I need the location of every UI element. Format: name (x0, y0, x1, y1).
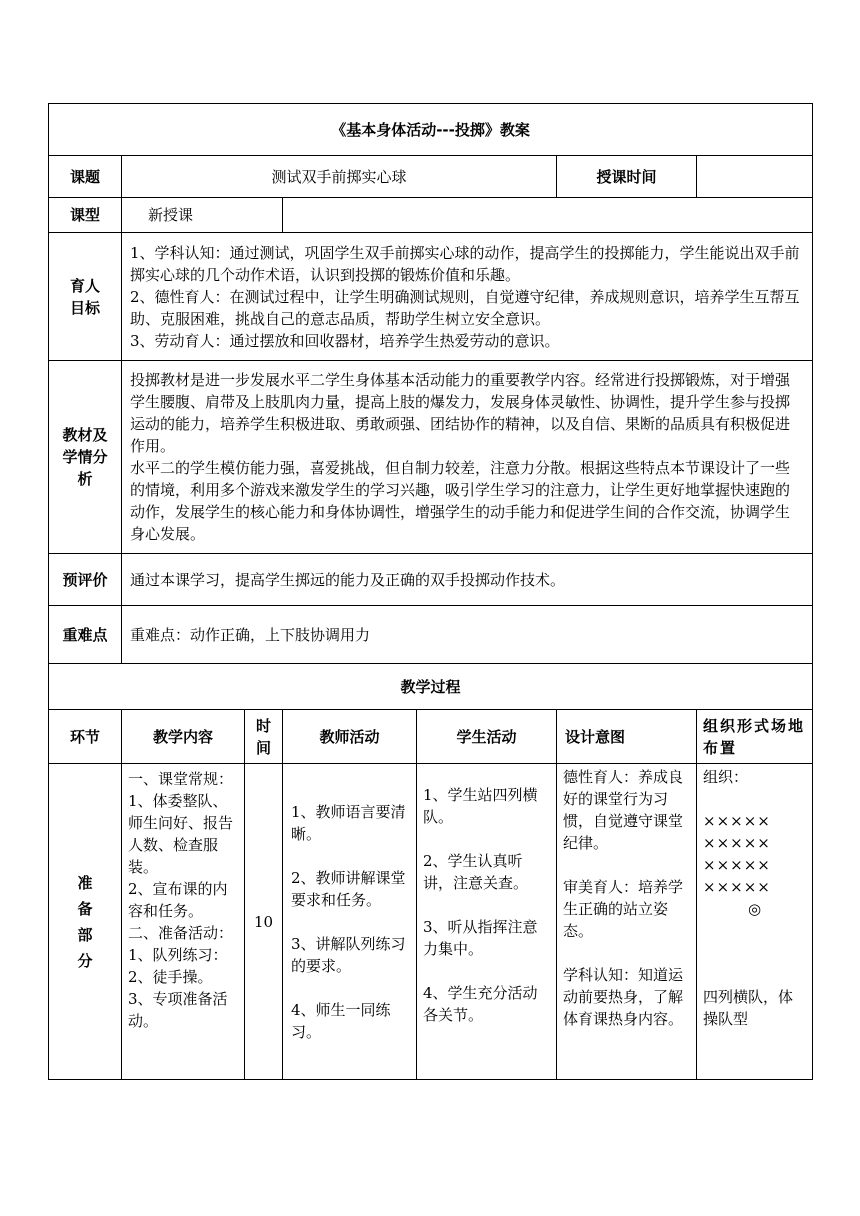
content-line: 2、徒手操。 (128, 968, 213, 986)
content-line: 1、体委整队、师生问好、报告人数、检查服装。 (128, 792, 234, 876)
goals-label-line: 目标 (69, 298, 100, 317)
content-line: 2、宣布课的内容和任务。 (128, 880, 228, 920)
step-char: 准 (77, 873, 93, 892)
teacher-line: 4、师生一同练习。 (291, 1000, 391, 1041)
analysis-text (122, 361, 813, 554)
step-char: 备 (77, 899, 93, 918)
intent-line: 德性育人：养成良好的课堂行为习惯，自觉遵守课堂纪律。 (563, 768, 684, 852)
header-content: 教学内容 (122, 710, 245, 764)
key-label: 重难点 (49, 606, 122, 664)
key-text: 重难点：动作正确，上下肢协调用力 (122, 606, 813, 664)
org-note: 四列横队，体操队型 (703, 988, 794, 1028)
org-cell (697, 764, 813, 1080)
formation-row: ××××× (703, 856, 771, 874)
header-intent: 设计意图 (557, 710, 697, 764)
step-char: 部 (77, 925, 93, 944)
goal-item: 2、德性育人：在测试过程中，让学生明确测试规则，自觉遵守纪律，养成规则意识，培养学生互帮互助、克服困难，挑战自己的意志品质，帮助学生树立安全意识。 (130, 287, 800, 328)
content-line: 一、课堂常规： (128, 770, 234, 788)
document-title: 《基本身体活动---投掷》教案 (49, 104, 813, 156)
type-label: 课型 (49, 198, 122, 233)
lesson-plan-document (48, 103, 812, 1080)
goals-label-line: 育人 (69, 276, 100, 295)
eval-label: 预评价 (49, 554, 122, 606)
formation-row: ××××× (703, 812, 771, 830)
student-line: 1、学生站四列横队。 (423, 786, 538, 826)
time-cell: 10 (245, 764, 283, 1080)
step-char: 分 (77, 951, 93, 970)
intent-line: 审美育人：培养学生正确的站立姿态。 (563, 878, 684, 940)
header-student: 学生活动 (417, 710, 557, 764)
analysis-label-line: 学情分 (62, 448, 108, 466)
header-time-line: 时 (255, 716, 271, 735)
time-label: 授课时间 (557, 156, 697, 198)
content-line: 1、队列练习： (128, 946, 228, 964)
formation-row: ××××× (703, 834, 771, 852)
content-line: 二、准备活动： (128, 924, 234, 942)
teacher-line: 2、教师讲解课堂要求和任务。 (291, 868, 406, 909)
student-line: 4、学生充分活动各关节。 (423, 984, 538, 1024)
student-line: 2、学生认真听讲，注意关查。 (423, 852, 529, 892)
eval-text: 通过本课学习，提高学生掷远的能力及正确的双手投掷动作技术。 (122, 554, 813, 606)
teacher-position-icon: ◎ (747, 900, 762, 918)
intent-line: 学科认知：知道运动前要热身，了解体育课热身内容。 (563, 966, 684, 1028)
content-cell (122, 764, 245, 1080)
org-label: 组织： (703, 768, 749, 786)
goal-item: 3、劳动育人：通过摆放和回收器材，培养学生热爱劳动的意识。 (130, 331, 560, 350)
intent-cell (557, 764, 697, 1080)
analysis-label (49, 361, 122, 554)
process-title: 教学过程 (49, 664, 813, 710)
analysis-paragraph: 投掷教材是进一步发展水平二学生身体基本活动能力的重要教学内容。经常进行投掷锻炼，对于增强学生腰腹、肩带及上肢肌肉力量，提高上肢的爆发力，发展身体灵敏性、协调性，提升学生参与投掷运动的能力，培养学生积极进取、勇敢顽强、团结协作的精神，以及自信、果断的品质具有积极促进作用。 (130, 371, 791, 455)
student-cell (417, 764, 557, 1080)
analysis-paragraph: 水平二的学生模仿能力强，喜爱挑战，但自制力较差，注意力分散。根据这些特点本节课设计了一些的情境，利用多个游戏来激发学生的学习兴趣，吸引学生学习的注意力，让学生更好地掌握快速跑的动作，发展学生的核心能力和身体协调性，增强学生的动手能力和促进学生间的合作交流，协调学生身心发展。 (130, 459, 791, 543)
analysis-label-line: 教材及 (62, 426, 108, 444)
content-line: 3、专项准备活动。 (128, 990, 228, 1030)
teacher-line: 3、讲解队列练习的要求。 (291, 934, 406, 975)
header-time (245, 710, 283, 764)
time-value (697, 156, 813, 198)
goal-item: 1、学科认知：通过测试，巩固学生双手前掷实心球的动作，提高学生的投掷能力，学生能说出双手前掷实心球的几个动作术语，认识到投掷的锻炼价值和乐趣。 (130, 243, 800, 284)
teacher-cell (283, 764, 417, 1080)
type-value: 新授课 (122, 198, 283, 233)
header-time-line: 间 (255, 738, 271, 757)
teacher-line: 1、教师语言要清晰。 (291, 802, 406, 843)
topic-label: 课题 (49, 156, 122, 198)
header-teacher: 教师活动 (283, 710, 417, 764)
goals-text (122, 233, 813, 361)
step-preparation (49, 764, 122, 1080)
goals-label (49, 233, 122, 361)
header-org: 组织形式场地布置 (697, 710, 813, 764)
topic-value: 测试双手前掷实心球 (122, 156, 557, 198)
formation-row: ××××× (703, 878, 771, 896)
lesson-plan-table (48, 103, 813, 1080)
type-empty-cell (283, 198, 813, 233)
student-line: 3、听从指挥注意力集中。 (423, 918, 538, 958)
header-step: 环节 (49, 710, 122, 764)
analysis-label-line: 析 (77, 470, 93, 488)
